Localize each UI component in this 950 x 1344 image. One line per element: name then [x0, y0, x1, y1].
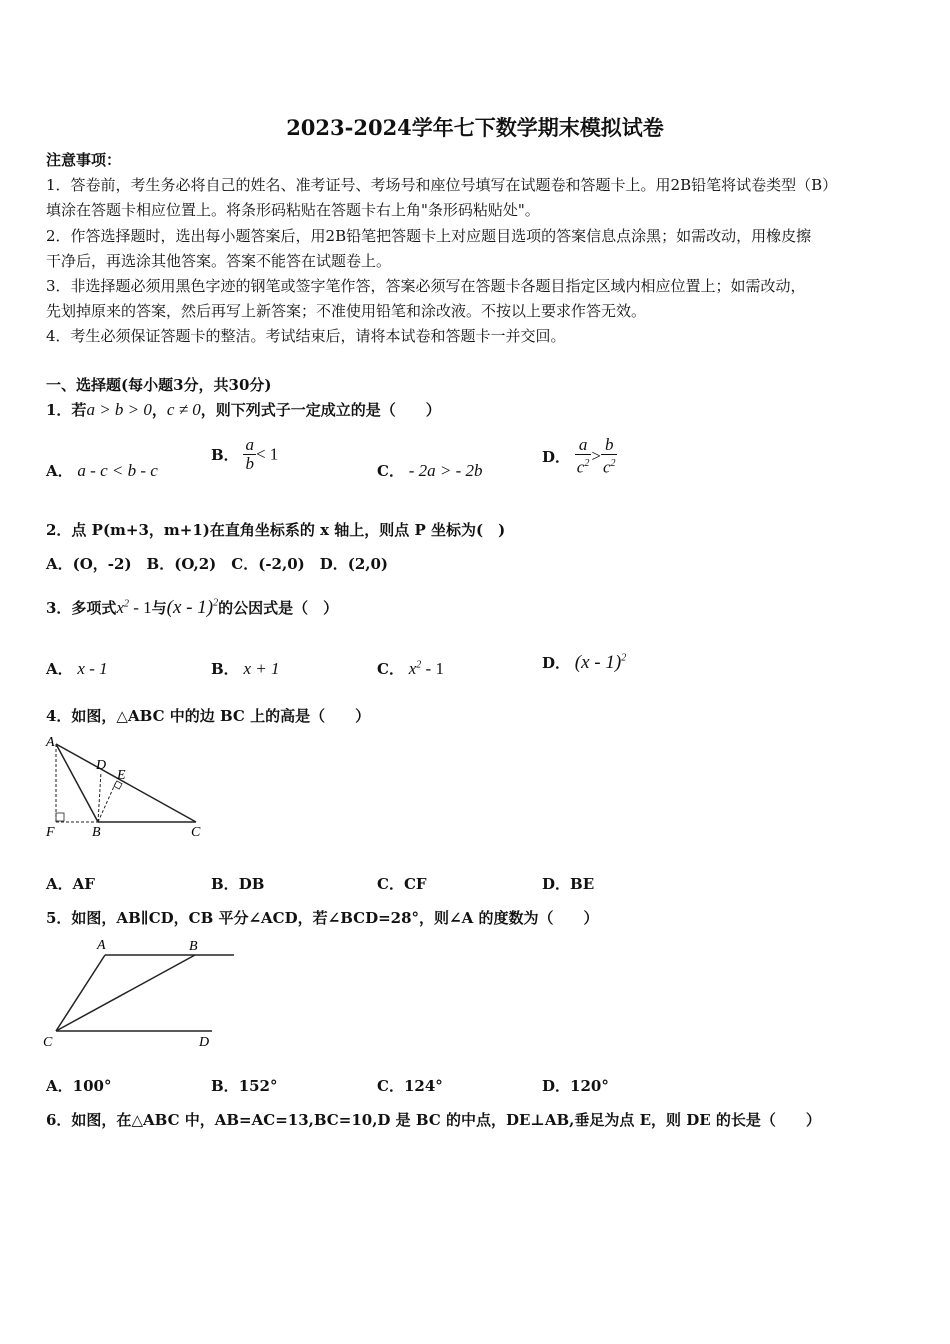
notice-line: 1．答卷前，考生务必将自己的姓名、准考证号、考场号和座位号填写在试题卷和答题卡上。用2B铅笔将试卷类型（B） — [46, 176, 838, 194]
label-a: A — [46, 735, 55, 750]
poly-base: (x - 1) — [166, 597, 214, 618]
exponent: 2 — [621, 652, 627, 664]
q5-option-c[interactable] — [377, 1075, 443, 1096]
label-f: F — [46, 825, 55, 840]
q1-option-c-expr: - 2a > - 2b — [408, 461, 483, 480]
q3-option-a-expr: x - 1 — [77, 659, 108, 678]
q4-option-c[interactable] — [377, 873, 427, 894]
poly-base: x — [116, 598, 124, 617]
option-label: B． — [211, 446, 239, 464]
exponent: 2 — [584, 458, 590, 469]
exponent: 2 — [610, 458, 616, 469]
option-label: A． — [46, 1077, 73, 1095]
q3-poly2 — [167, 597, 218, 618]
line-bd — [98, 772, 101, 822]
q5-option-d[interactable] — [542, 1075, 609, 1096]
question-6: 6．如图，在△ABC 中，AB=AC=13,BC=10,D 是 BC 的中点，DE⊥AB,垂足为点 E，则 DE 的长是（ ） — [46, 1111, 821, 1129]
q3-option-a[interactable] — [46, 658, 108, 679]
option-label: D． — [542, 1077, 571, 1095]
option-label: B． — [211, 1077, 239, 1095]
notice-line: 干净后，再选涂其他答案。答案不能答在试题卷上。 — [46, 252, 392, 270]
poly-base: (x - 1) — [574, 652, 622, 673]
label-d: D — [96, 758, 107, 773]
option-value: 152° — [238, 1077, 278, 1095]
q4-option-a[interactable] — [46, 873, 95, 894]
option-value: AF — [72, 875, 95, 893]
notice-line: 先划掉原来的答案，然后再写上新答案；不准使用铅笔和涂改液。不按以上要求作答无效。 — [46, 302, 647, 320]
question-4: 4．如图，△ABC 中的边 BC 上的高是（ ） — [46, 707, 371, 725]
q3-mid: 与 — [151, 599, 167, 617]
notice-heading: 注意事项： — [46, 151, 122, 169]
fraction-denominator — [575, 455, 592, 477]
question-3 — [46, 597, 338, 619]
poly-base: x — [408, 659, 417, 678]
option-label: D． — [542, 875, 571, 893]
option-label: C． — [377, 1077, 404, 1095]
option-label: A． — [46, 660, 73, 678]
q3-suffix: 的公因式是（ ） — [218, 599, 339, 617]
option-value: 124° — [403, 1077, 443, 1095]
option-label: C． — [377, 875, 404, 893]
exponent: 2 — [416, 659, 422, 671]
label-e: E — [117, 768, 126, 783]
q4-option-d[interactable] — [542, 873, 594, 894]
denominator-base: c — [576, 457, 585, 477]
fraction-numerator: b — [601, 436, 618, 455]
option-label: D． — [542, 447, 571, 466]
q1-option-c[interactable] — [377, 460, 483, 481]
q2-options[interactable]: A．(O，-2) B．(O,2) C．(-2,0) D．(2,0) — [46, 555, 389, 573]
poly-tail: - 1 — [128, 598, 152, 617]
q1-option-d-fraction-1 — [575, 436, 592, 477]
option-label: B． — [211, 875, 239, 893]
denominator-base: c — [602, 457, 611, 477]
option-value: 120° — [570, 1077, 609, 1095]
q3-option-d[interactable] — [542, 652, 626, 674]
label-a: A — [97, 938, 106, 953]
label-b: B — [189, 939, 198, 954]
q1-option-a-expr: a - c < b - c — [77, 461, 158, 480]
q1-sep: ， — [151, 401, 167, 419]
poly-tail: - 1 — [421, 659, 444, 678]
fraction-numerator: a — [575, 436, 592, 455]
q3-poly1 — [116, 598, 151, 617]
q1-suffix: ，则下列式子一定成立的是（ ） — [200, 401, 441, 419]
option-label: A． — [46, 875, 73, 893]
question-5: 5．如图，AB∥CD，CB 平分∠ACD，若∠BCD=28°，则∠A 的度数为（ ） — [46, 909, 599, 927]
q3-option-d-expr — [575, 652, 626, 673]
q1-cond2: c ≠ 0 — [166, 400, 201, 419]
label-b: B — [92, 825, 101, 840]
q1-option-a[interactable] — [46, 460, 158, 481]
option-value: DB — [238, 875, 265, 893]
q5-figure — [40, 932, 240, 1052]
q1-cond1: a > b > 0 — [86, 400, 152, 419]
option-value: 100° — [72, 1077, 112, 1095]
q5-option-a[interactable] — [46, 1075, 111, 1096]
line-cb — [56, 955, 195, 1031]
exponent: 2 — [123, 598, 129, 610]
notice-line: 3．非选择题必须用黑色字迹的钢笔或签字笔作答，答案必须写在答题卡各题目指定区域内相应位置上；如需改动， — [46, 277, 806, 295]
option-value: CF — [403, 875, 427, 893]
q1-option-b-fraction — [243, 436, 256, 473]
q3-option-b[interactable] — [211, 658, 280, 679]
fraction-numerator: a — [245, 435, 254, 454]
q4-option-b[interactable] — [211, 873, 264, 894]
label-d: D — [199, 1035, 210, 1050]
q3-option-c-expr — [409, 659, 444, 678]
q5-option-b[interactable] — [211, 1075, 278, 1096]
option-label: D． — [542, 654, 571, 672]
q1-option-b-rel: < 1 — [255, 444, 279, 464]
question-2: 2．点 P(m+3，m+1)在直角坐标系的 x 轴上，则点 P 坐标为( ) — [46, 521, 506, 539]
option-label: C． — [377, 660, 404, 678]
q1-option-d-rel: > — [591, 446, 601, 466]
fraction-denominator: b — [245, 454, 254, 473]
line-be — [98, 782, 116, 822]
q3-option-b-expr: x + 1 — [243, 659, 280, 678]
notice-line: 4．考生必须保证答题卡的整洁。考试结束后，请将本试卷和答题卡一并交回。 — [46, 327, 566, 345]
option-label: A． — [46, 462, 73, 480]
q4-figure — [44, 732, 214, 840]
q3-prefix: 3．多项式 — [46, 599, 117, 617]
q1-option-d-fraction-2 — [601, 436, 618, 477]
label-c: C — [191, 825, 201, 840]
line-ac — [56, 955, 105, 1031]
page-title: 2023-2024学年七下数学期末模拟试卷 — [286, 115, 664, 140]
label-c: C — [43, 1035, 53, 1050]
q1-option-b[interactable] — [211, 436, 278, 473]
option-value: BE — [570, 875, 595, 893]
fraction-denominator — [601, 455, 618, 477]
option-label: B． — [211, 660, 239, 678]
question-1 — [46, 399, 441, 420]
right-angle-f — [56, 813, 64, 821]
q1-prefix: 1．若 — [46, 401, 87, 419]
exponent: 2 — [213, 597, 219, 609]
option-label: C． — [377, 462, 404, 480]
section-heading: 一、选择题(每小题3分，共30分) — [46, 376, 272, 394]
q1-option-d[interactable] — [542, 436, 617, 477]
notice-line: 填涂在答题卡相应位置上。将条形码粘贴在答题卡右上角"条形码粘贴处"。 — [46, 201, 540, 219]
q3-option-c[interactable] — [377, 658, 444, 679]
notice-line: 2．作答选择题时，选出每小题答案后，用2B铅笔把答题卡上对应题目选项的答案信息点涂黑；如需改动，用橡皮擦 — [46, 227, 812, 245]
